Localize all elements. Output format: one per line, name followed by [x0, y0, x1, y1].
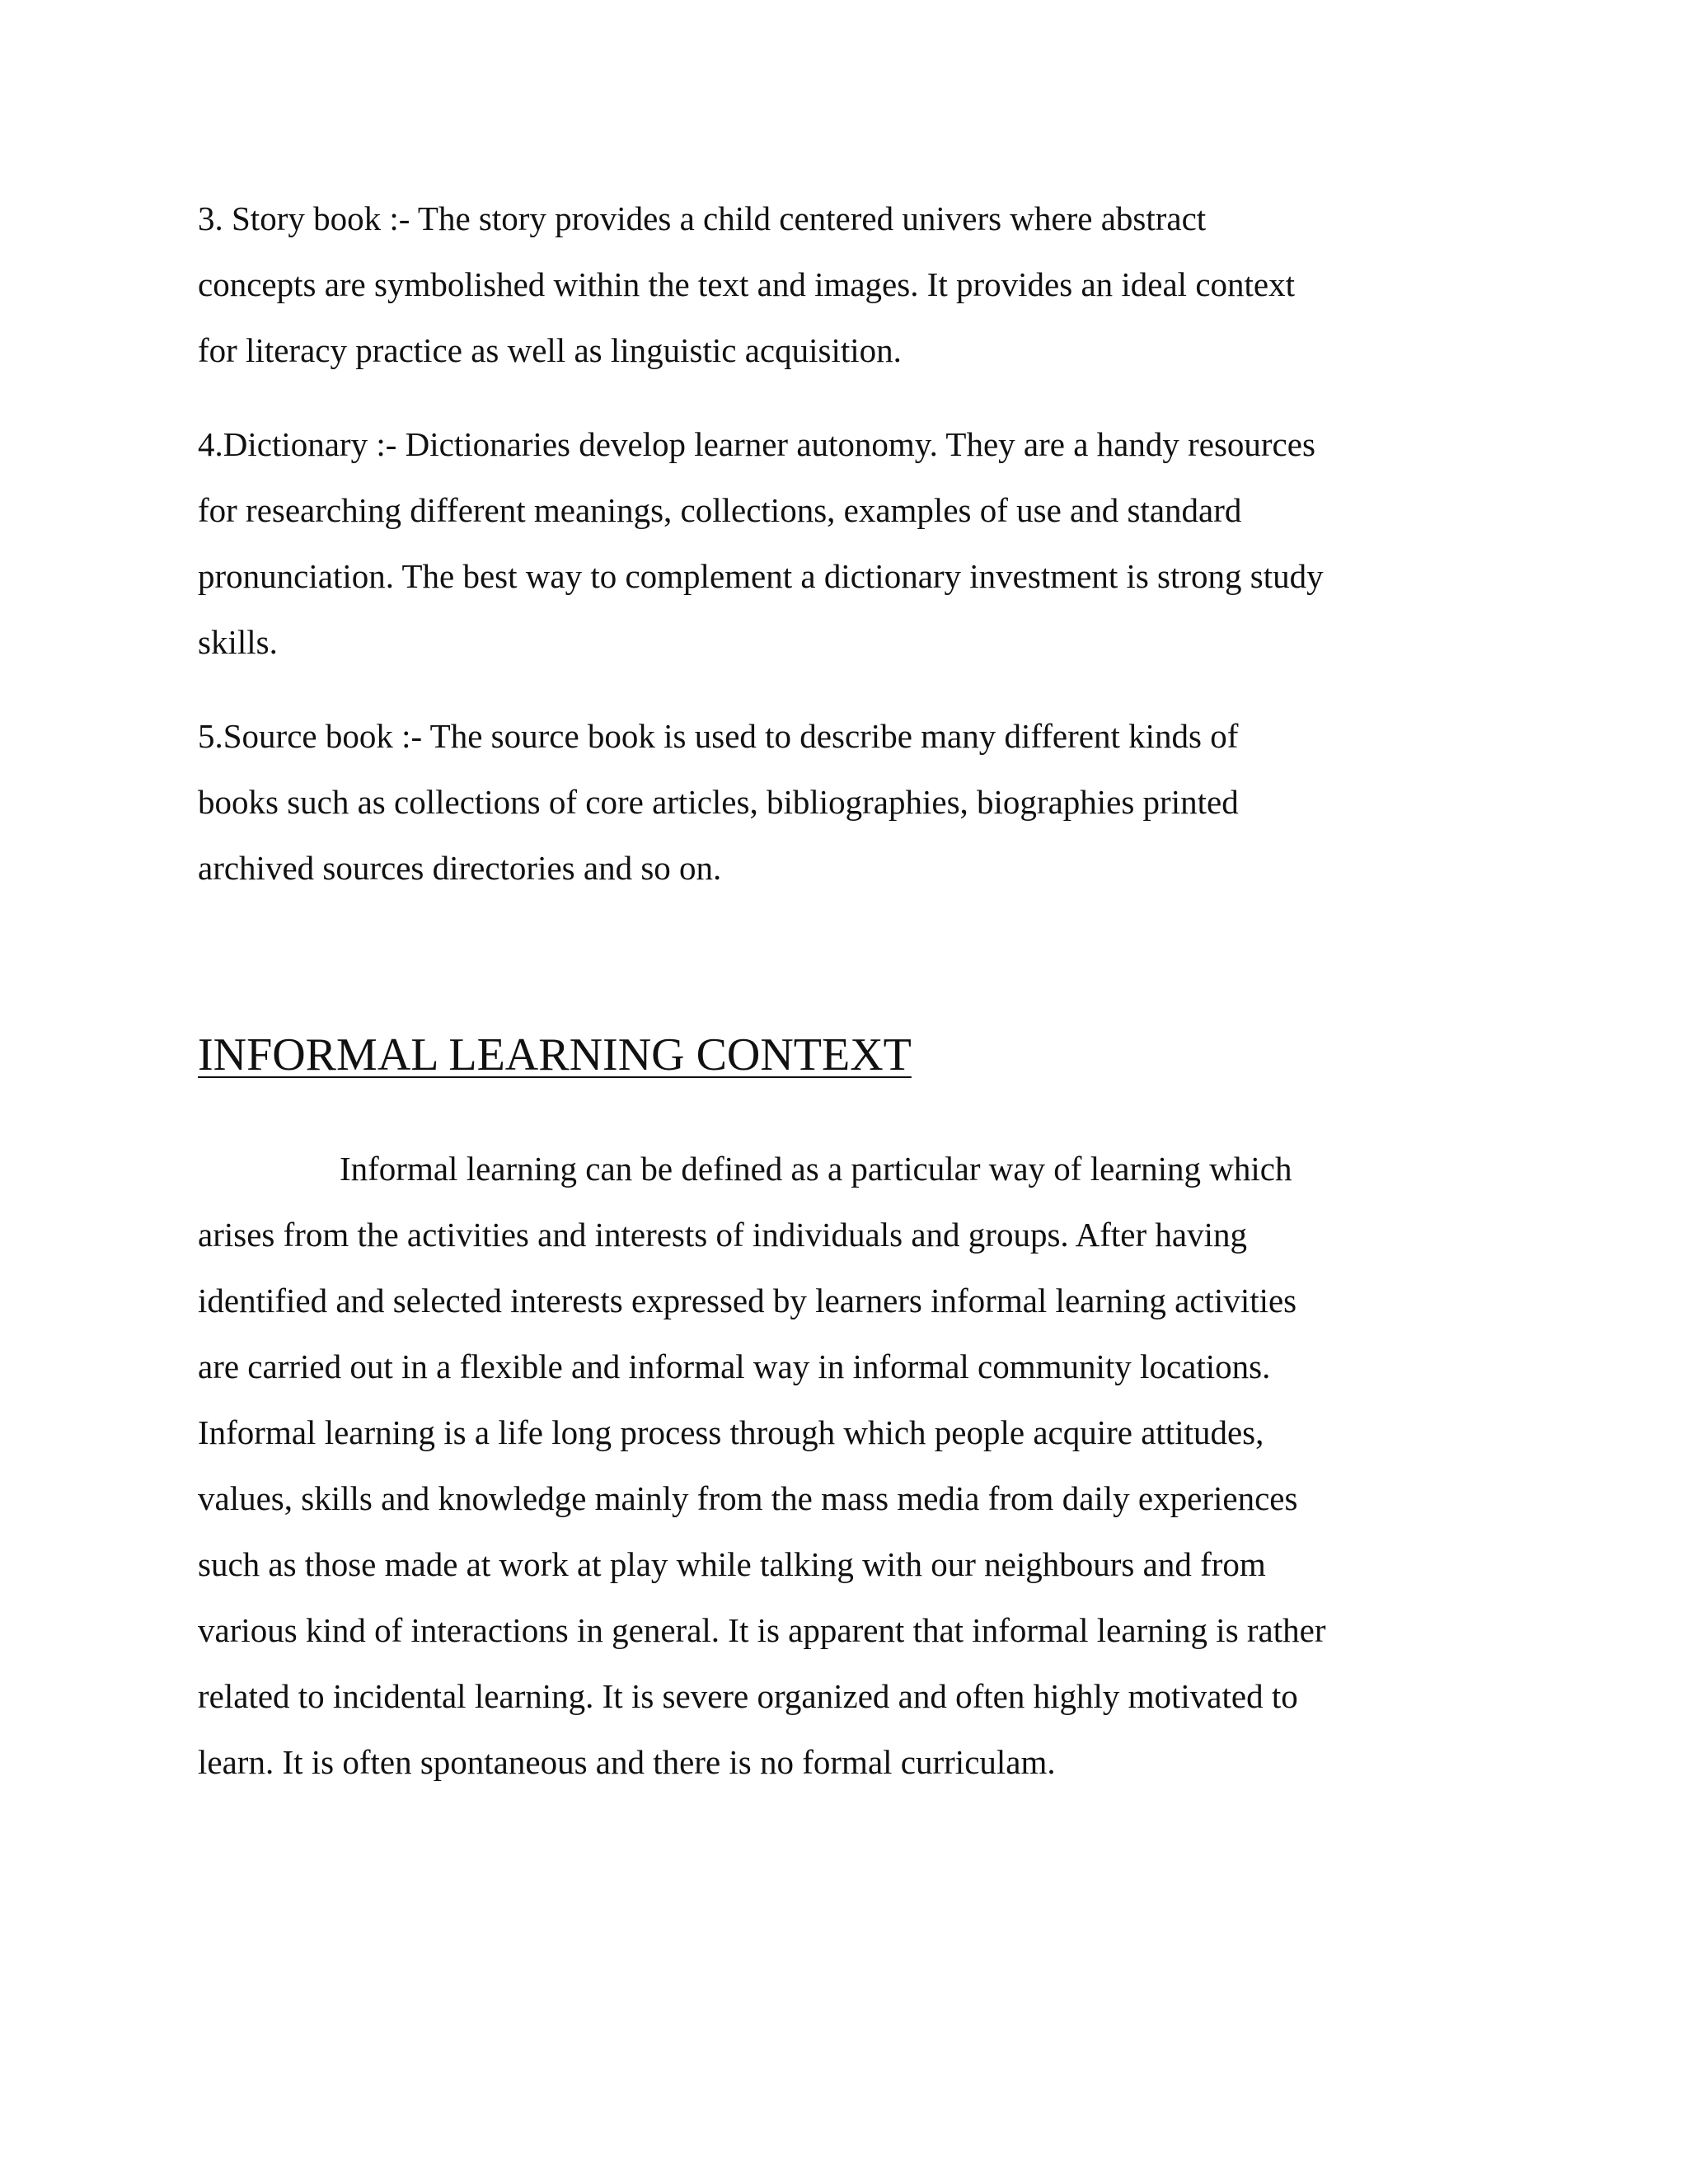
text-line: books such as collections of core articles, bibliographies, biographies printed	[198, 783, 1239, 821]
text-line: such as those made at work at play while talking with our neighbours and from	[198, 1545, 1266, 1583]
text-line: 3. Story book :- The story provides a child centered univers where abstract	[198, 199, 1207, 237]
text-line: values, skills and knowledge mainly from the mass media from daily experiences	[198, 1479, 1298, 1517]
text-line: pronunciation. The best way to complement a dictionary investment is strong study	[198, 557, 1324, 595]
text-line: concepts are symbolished within the text and images. It provides an ideal context	[198, 265, 1295, 303]
text-line: are carried out in a flexible and informal way in informal community locations.	[198, 1347, 1271, 1385]
text-line: identified and selected interests expressed by learners informal learning activities	[198, 1282, 1297, 1319]
text-line: 4.Dictionary :- Dictionaries develop learner autonomy. They are a handy resources	[198, 425, 1315, 463]
text-line: for researching different meanings, collections, examples of use and standard	[198, 491, 1242, 529]
text-line: related to incidental learning. It is severe organized and often highly motivated to	[198, 1677, 1298, 1715]
text-line: archived sources directories and so on.	[198, 849, 722, 887]
list-item-source-book	[198, 703, 1484, 901]
text-line: various kind of interactions in general. It is apparent that informal learning is rather	[198, 1611, 1326, 1649]
text-line: for literacy practice as well as linguistic acquisition.	[198, 331, 902, 369]
text-line: skills.	[198, 623, 278, 661]
list-item-dictionary	[198, 411, 1484, 675]
list-item-story-book	[198, 185, 1484, 383]
text-line: Informal learning can be defined as a particular way of learning which	[340, 1150, 1292, 1188]
text-line: Informal learning is a life long process through which people acquire attitudes,	[198, 1413, 1264, 1451]
text-line: arises from the activities and interests of individuals and groups. After having	[198, 1216, 1247, 1254]
section-body-paragraph	[198, 1136, 1484, 1795]
text-line: learn. It is often spontaneous and there is no formal curriculam.	[198, 1743, 1056, 1781]
section-heading: INFORMAL LEARNING CONTEXT	[198, 1029, 912, 1080]
text-line: 5.Source book :- The source book is used to describe many different kinds of	[198, 717, 1239, 755]
book-types-list	[198, 185, 1484, 901]
